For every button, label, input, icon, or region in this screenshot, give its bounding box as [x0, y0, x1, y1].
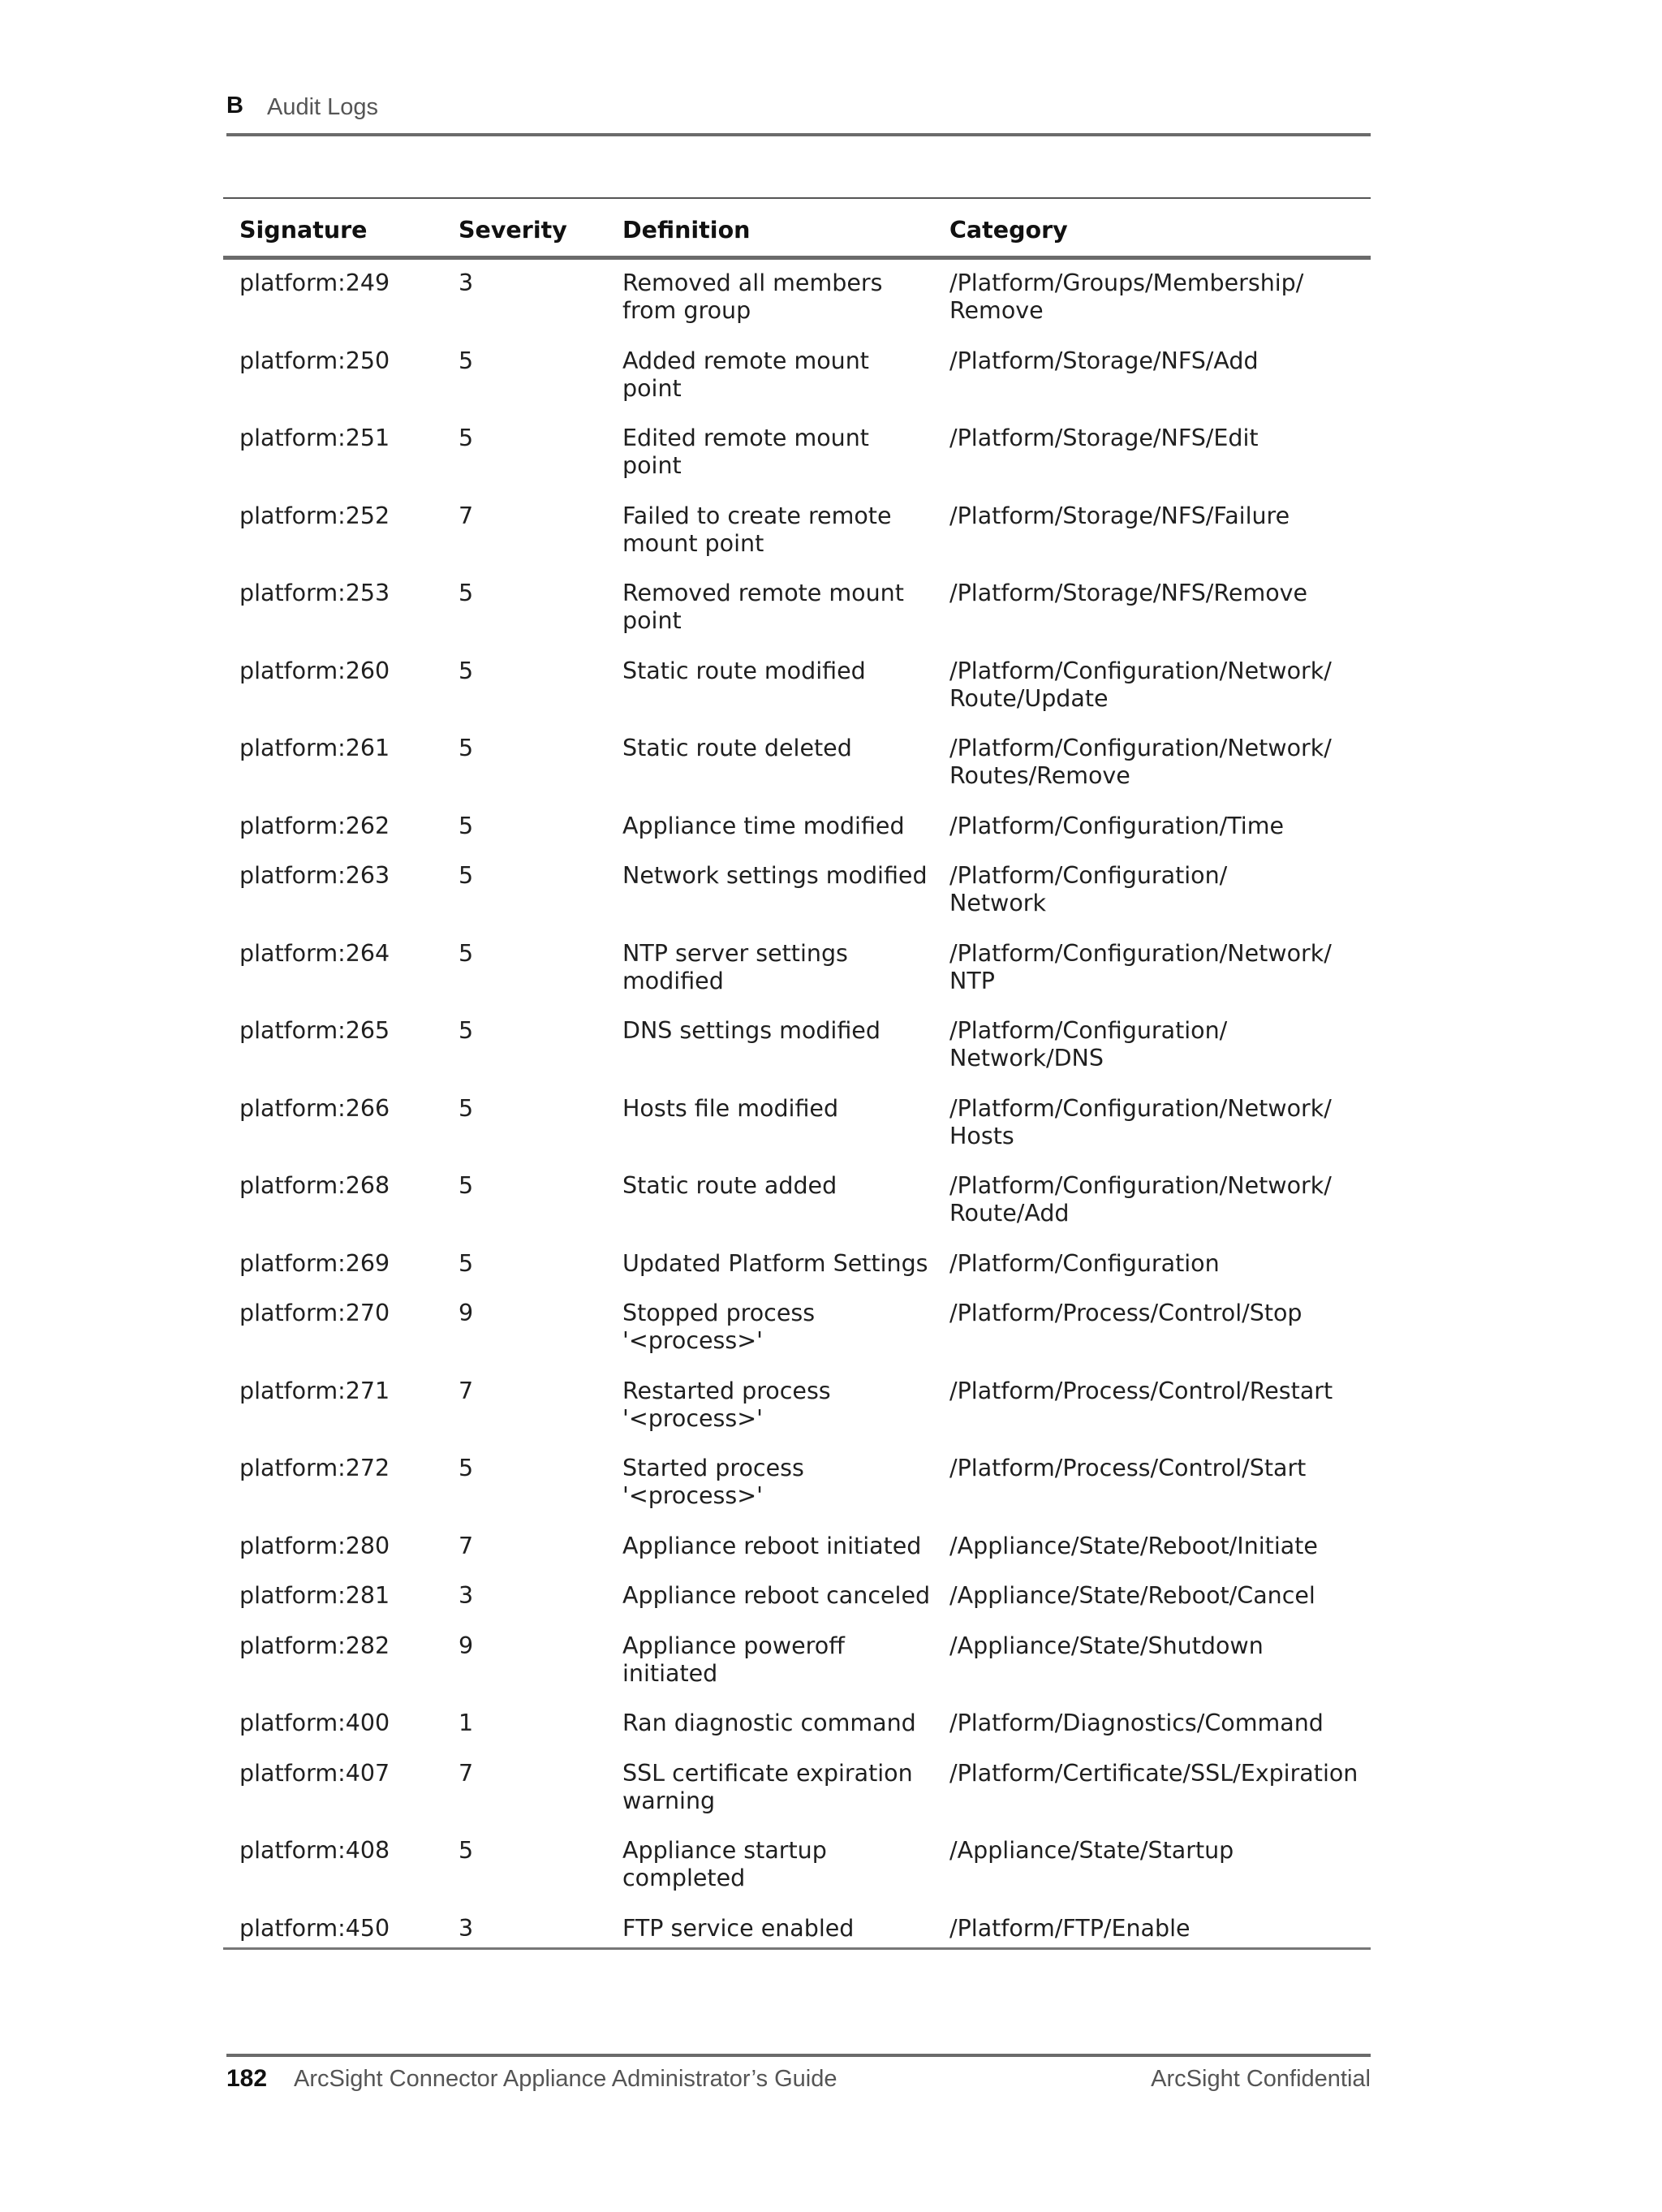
- cell-category: /Platform/Process/Control/Start: [949, 1455, 1307, 1481]
- cell-category: /Platform/Configuration/ Network: [949, 862, 1228, 916]
- cell-signature: platform:264: [239, 939, 390, 967]
- cell-severity: 7: [459, 1759, 474, 1787]
- table-row: [223, 930, 1371, 1008]
- cell-signature: platform:249: [239, 269, 390, 296]
- cell-severity: 5: [459, 735, 474, 761]
- cell-signature: platform:450: [239, 1914, 390, 1942]
- cell-signature: platform:262: [239, 812, 390, 839]
- table-row: [223, 338, 1371, 416]
- cell-definition: Updated Platform Settings: [622, 1249, 928, 1277]
- cell-severity: 7: [459, 1377, 474, 1404]
- cell-definition: Hosts file modified: [622, 1094, 839, 1122]
- cell-signature: platform:400: [239, 1710, 390, 1736]
- cell-signature: platform:408: [239, 1837, 390, 1864]
- table-row: [223, 1162, 1371, 1240]
- cell-severity: 5: [459, 1249, 474, 1277]
- cell-definition: Network settings modified: [622, 862, 928, 889]
- cell-signature: platform:266: [239, 1094, 390, 1122]
- cell-definition: Removed all members from group: [622, 269, 883, 324]
- cell-category: /Platform/Process/Control/Restart: [949, 1377, 1333, 1404]
- cell-category: /Appliance/State/Reboot/Initiate: [949, 1532, 1318, 1559]
- cell-category: /Platform/Storage/NFS/Failure: [949, 502, 1290, 529]
- cell-severity: 5: [459, 580, 474, 606]
- cell-definition: DNS settings modified: [622, 1017, 881, 1044]
- cell-definition: Failed to create remote mount point: [622, 502, 892, 557]
- cell-signature: platform:407: [239, 1759, 390, 1787]
- table-row: [223, 493, 1371, 571]
- table-row: [223, 1240, 1371, 1291]
- table-body: [223, 260, 1371, 1955]
- cell-signature: platform:270: [239, 1300, 390, 1326]
- cell-category: /Platform/Diagnostics/Command: [949, 1710, 1324, 1736]
- cell-signature: platform:271: [239, 1377, 390, 1404]
- cell-definition: NTP server settings modified: [622, 939, 848, 994]
- cell-definition: Ran diagnostic command: [622, 1710, 916, 1736]
- section-letter: B: [226, 93, 243, 119]
- cell-signature: platform:272: [239, 1455, 390, 1481]
- cell-category: /Platform/Configuration/Network/ Route/Update: [949, 657, 1332, 712]
- cell-category: /Platform/Certificate/SSL/Expiration: [949, 1759, 1358, 1787]
- column-header-definition: Definition: [622, 217, 751, 244]
- table-row: [223, 1007, 1371, 1085]
- cell-signature: platform:251: [239, 425, 390, 451]
- table-row: [223, 1523, 1371, 1573]
- cell-signature: platform:260: [239, 657, 390, 684]
- cell-category: /Platform/Configuration/Network/ Route/Add: [949, 1172, 1332, 1227]
- cell-definition: Added remote mount point: [622, 347, 869, 402]
- cell-category: /Platform/Configuration: [949, 1249, 1220, 1277]
- cell-category: /Platform/Process/Control/Stop: [949, 1300, 1302, 1326]
- cell-definition: FTP service enabled: [622, 1914, 855, 1942]
- cell-signature: platform:268: [239, 1172, 390, 1199]
- cell-severity: 3: [459, 1914, 474, 1942]
- cell-category: /Platform/FTP/Enable: [949, 1914, 1191, 1942]
- cell-severity: 5: [459, 425, 474, 451]
- cell-category: /Platform/Configuration/Time: [949, 812, 1285, 839]
- cell-severity: 5: [459, 1094, 474, 1122]
- cell-signature: platform:252: [239, 502, 390, 529]
- cell-definition: Appliance poweroff initiated: [622, 1632, 845, 1687]
- audit-log-table: [223, 197, 1371, 1955]
- cell-severity: 5: [459, 657, 474, 684]
- cell-definition: Restarted process '<process>': [622, 1377, 831, 1432]
- cell-signature: platform:253: [239, 580, 390, 606]
- table-row: [223, 570, 1371, 648]
- cell-definition: Appliance reboot initiated: [622, 1532, 922, 1559]
- cell-severity: 3: [459, 1582, 474, 1609]
- table-row: [223, 260, 1371, 338]
- cell-category: /Platform/Configuration/Network/ Hosts: [949, 1094, 1332, 1149]
- page-footer: [226, 2054, 1371, 2098]
- cell-signature: platform:282: [239, 1632, 390, 1659]
- cell-definition: Appliance time modified: [622, 812, 905, 839]
- cell-signature: platform:265: [239, 1017, 390, 1044]
- cell-severity: 3: [459, 269, 474, 296]
- cell-severity: 5: [459, 1172, 474, 1199]
- cell-signature: platform:263: [239, 862, 390, 889]
- cell-category: /Platform/Storage/NFS/Remove: [949, 580, 1308, 606]
- cell-category: /Platform/Storage/NFS/Edit: [949, 425, 1259, 451]
- table-header-row: [223, 199, 1371, 260]
- cell-severity: 5: [459, 1017, 474, 1044]
- cell-category: /Appliance/State/Startup: [949, 1837, 1234, 1864]
- cell-category: /Appliance/State/Reboot/Cancel: [949, 1582, 1315, 1609]
- column-header-signature: Signature: [239, 217, 368, 244]
- cell-signature: platform:269: [239, 1249, 390, 1277]
- table-row: [223, 1750, 1371, 1828]
- page-number: 182: [226, 2065, 268, 2092]
- cell-category: /Platform/Configuration/ Network/DNS: [949, 1017, 1228, 1072]
- cell-category: /Platform/Configuration/Network/ Routes/Remove: [949, 735, 1332, 789]
- cell-severity: 5: [459, 939, 474, 967]
- cell-signature: platform:261: [239, 735, 390, 761]
- cell-definition: Appliance reboot canceled: [622, 1582, 931, 1609]
- cell-severity: 9: [459, 1632, 474, 1659]
- table-row: [223, 1623, 1371, 1701]
- table-row: [223, 1445, 1371, 1523]
- confidential-label: ArcSight Confidential: [1151, 2066, 1371, 2092]
- table-row: [223, 648, 1371, 726]
- cell-severity: 7: [459, 1532, 474, 1559]
- cell-definition: Static route deleted: [622, 735, 852, 761]
- table-row: [223, 1368, 1371, 1446]
- cell-signature: platform:250: [239, 347, 390, 374]
- cell-severity: 5: [459, 812, 474, 839]
- cell-category: /Platform/Groups/Membership/ Remove: [949, 269, 1304, 324]
- cell-severity: 1: [459, 1710, 474, 1736]
- document-title: ArcSight Connector Appliance Administrator’s Guide: [294, 2066, 837, 2092]
- cell-definition: Static route modified: [622, 657, 866, 684]
- cell-severity: 5: [459, 1455, 474, 1481]
- cell-signature: platform:281: [239, 1582, 390, 1609]
- cell-definition: Started process '<process>': [622, 1455, 804, 1509]
- cell-definition: SSL certificate expiration warning: [622, 1759, 913, 1814]
- cell-severity: 5: [459, 862, 474, 889]
- table-row: [223, 725, 1371, 803]
- cell-definition: Stopped process '<process>': [622, 1300, 816, 1354]
- column-header-category: Category: [949, 217, 1068, 244]
- table-bottom-rule: [223, 1947, 1371, 1950]
- cell-signature: platform:280: [239, 1532, 390, 1559]
- page-header: [226, 89, 1371, 136]
- table-row: [223, 415, 1371, 493]
- table-row: [223, 1290, 1371, 1368]
- table-row: [223, 852, 1371, 930]
- table-row: [223, 1700, 1371, 1750]
- table-row: [223, 803, 1371, 853]
- cell-definition: Appliance startup completed: [622, 1837, 827, 1891]
- cell-severity: 5: [459, 347, 474, 374]
- column-header-severity: Severity: [459, 217, 567, 244]
- cell-definition: Removed remote mount point: [622, 580, 904, 634]
- cell-severity: 7: [459, 502, 474, 529]
- cell-definition: Static route added: [622, 1172, 837, 1199]
- cell-severity: 9: [459, 1300, 474, 1326]
- table-row: [223, 1572, 1371, 1623]
- section-title: Audit Logs: [267, 94, 379, 120]
- cell-category: /Appliance/State/Shutdown: [949, 1632, 1264, 1659]
- cell-definition: Edited remote mount point: [622, 425, 869, 479]
- cell-category: /Platform/Storage/NFS/Add: [949, 347, 1259, 374]
- table-row: [223, 1827, 1371, 1905]
- table-row: [223, 1085, 1371, 1163]
- cell-category: /Platform/Configuration/Network/ NTP: [949, 939, 1332, 994]
- cell-severity: 5: [459, 1837, 474, 1864]
